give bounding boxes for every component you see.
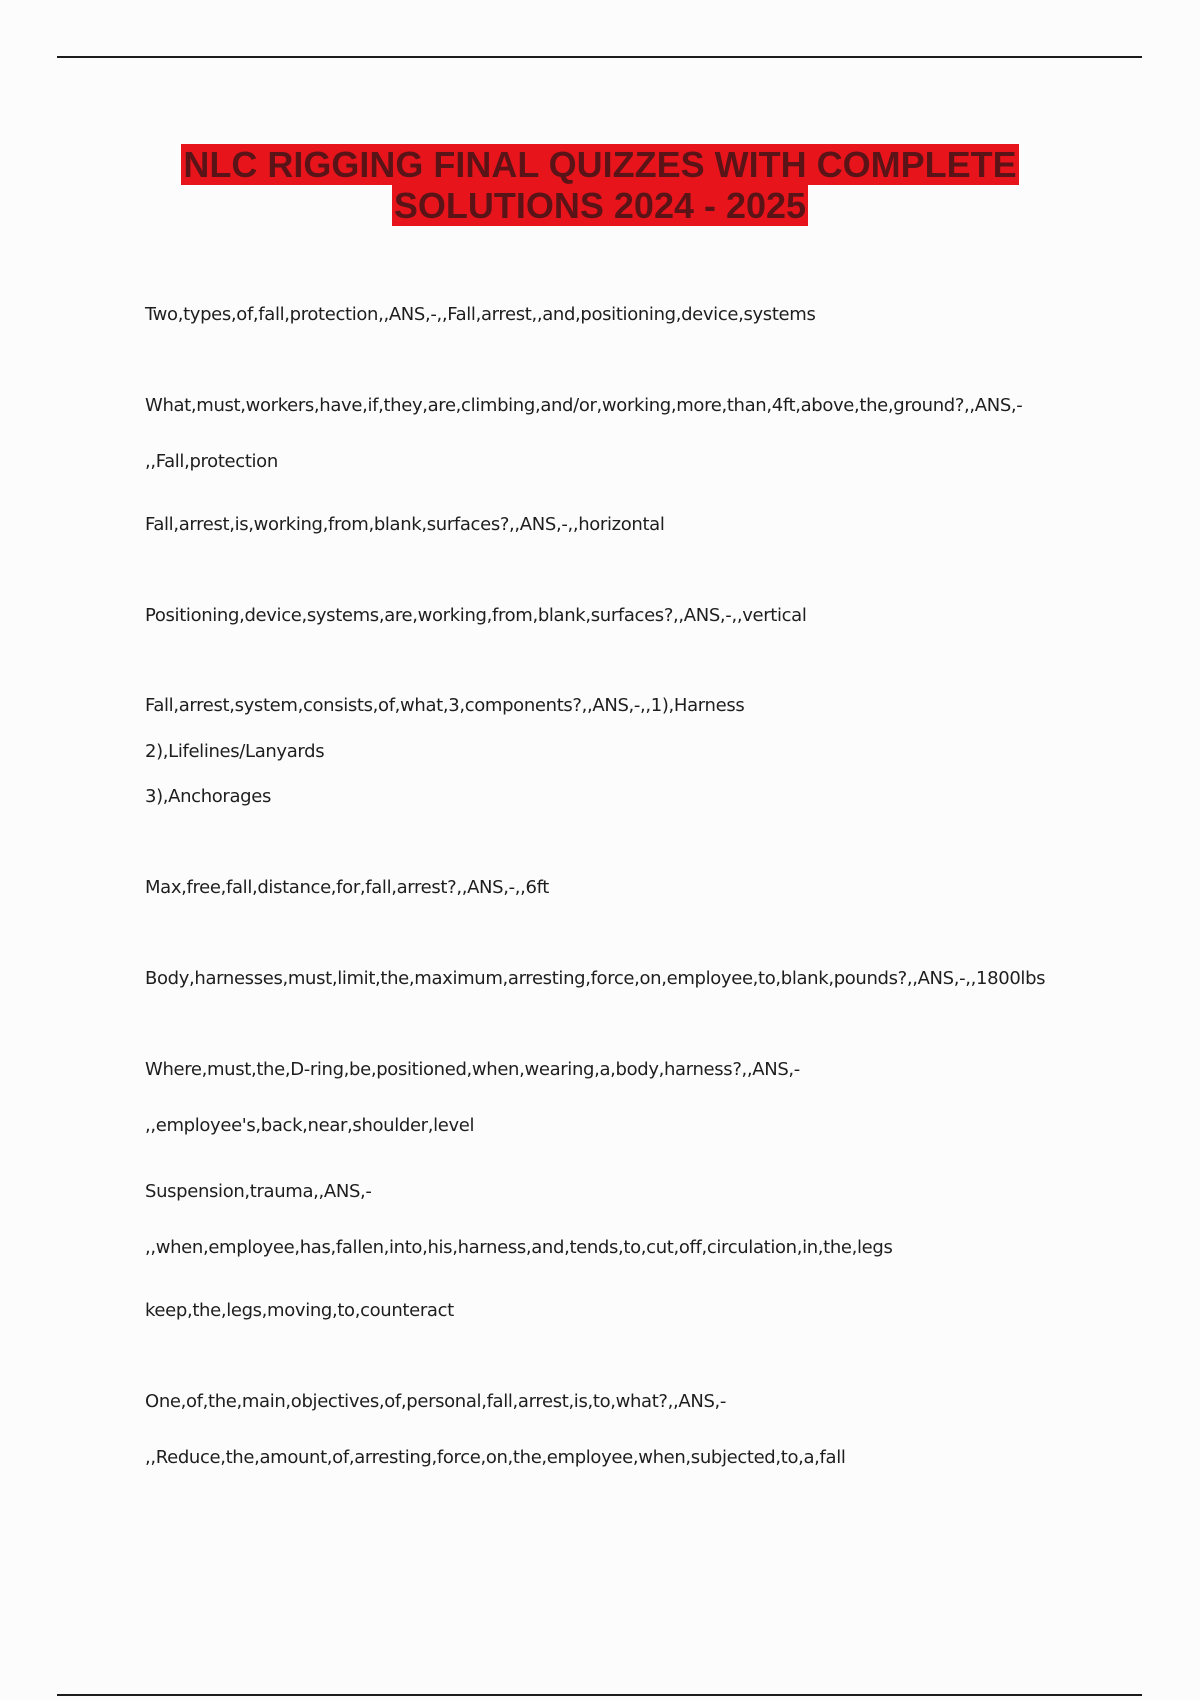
qa-line: Two,types,of,fall,protection,,ANS,-,,Fall,arrest,,and,positioning,device,systems [145, 304, 816, 325]
document-title [0, 144, 1200, 226]
qa-entry-3 [145, 483, 1085, 567]
qa-line: What,must,workers,have,if,they,are,climbing,and/or,working,more,than,4ft,above,the,ground?,,ANS,- [145, 395, 1023, 416]
qa-line: Fall,arrest,system,consists,of,what,3,components?,,ANS,-,,1),Harness [145, 695, 745, 716]
qa-line: Max,free,fall,distance,for,fall,arrest?,,ANS,-,,6ft [145, 877, 549, 898]
qa-line: ,,when,employee,has,fallen,into,his,harness,and,tends,to,cut,off,circulation,in,the,legs [145, 1237, 893, 1258]
qa-entry-7 [145, 755, 1085, 839]
qa-line: Suspension,trauma,,ANS,- [145, 1181, 372, 1202]
footer-rule [57, 1694, 1142, 1696]
qa-line: ,,Fall,protection [145, 451, 278, 472]
qa-entry-1 [145, 273, 1085, 357]
qa-line: Where,must,the,D-ring,be,positioned,when,wearing,a,body,harness?,,ANS,- [145, 1059, 800, 1080]
qa-line: Positioning,device,systems,are,working,from,blank,surfaces?,,ANS,-,,vertical [145, 605, 807, 626]
qa-entry-9 [145, 937, 1085, 1021]
qa-line: ,,employee's,back,near,shoulder,level [145, 1115, 475, 1136]
header-rule [57, 56, 1142, 58]
title-line-2: SOLUTIONS 2024 - 2025 [393, 185, 807, 226]
qa-entry-10 [145, 1028, 1085, 1168]
qa-line: 3),Anchorages [145, 786, 271, 807]
qa-line: keep,the,legs,moving,to,counteract [145, 1300, 454, 1321]
qa-line: Body,harnesses,must,limit,the,maximum,arresting,force,on,employee,to,blank,pounds?,,ANS,-,,1800lbs [145, 968, 1046, 989]
qa-line: Fall,arrest,is,working,from,blank,surfaces?,,ANS,-,,horizontal [145, 514, 665, 535]
qa-line: 2),Lifelines/Lanyards [145, 741, 325, 762]
qa-entry-8 [145, 846, 1085, 930]
qa-entry-12 [145, 1269, 1085, 1353]
qa-entry-4 [145, 574, 1085, 658]
qa-line: ,,Reduce,the,amount,of,arresting,force,on,the,employee,when,subjected,to,a,fall [145, 1447, 846, 1468]
title-line-1: NLC RIGGING FINAL QUIZZES WITH COMPLETE [183, 144, 1017, 185]
qa-entry-13 [145, 1360, 1085, 1500]
qa-line: One,of,the,main,objectives,of,personal,fall,arrest,is,to,what?,,ANS,- [145, 1391, 727, 1412]
